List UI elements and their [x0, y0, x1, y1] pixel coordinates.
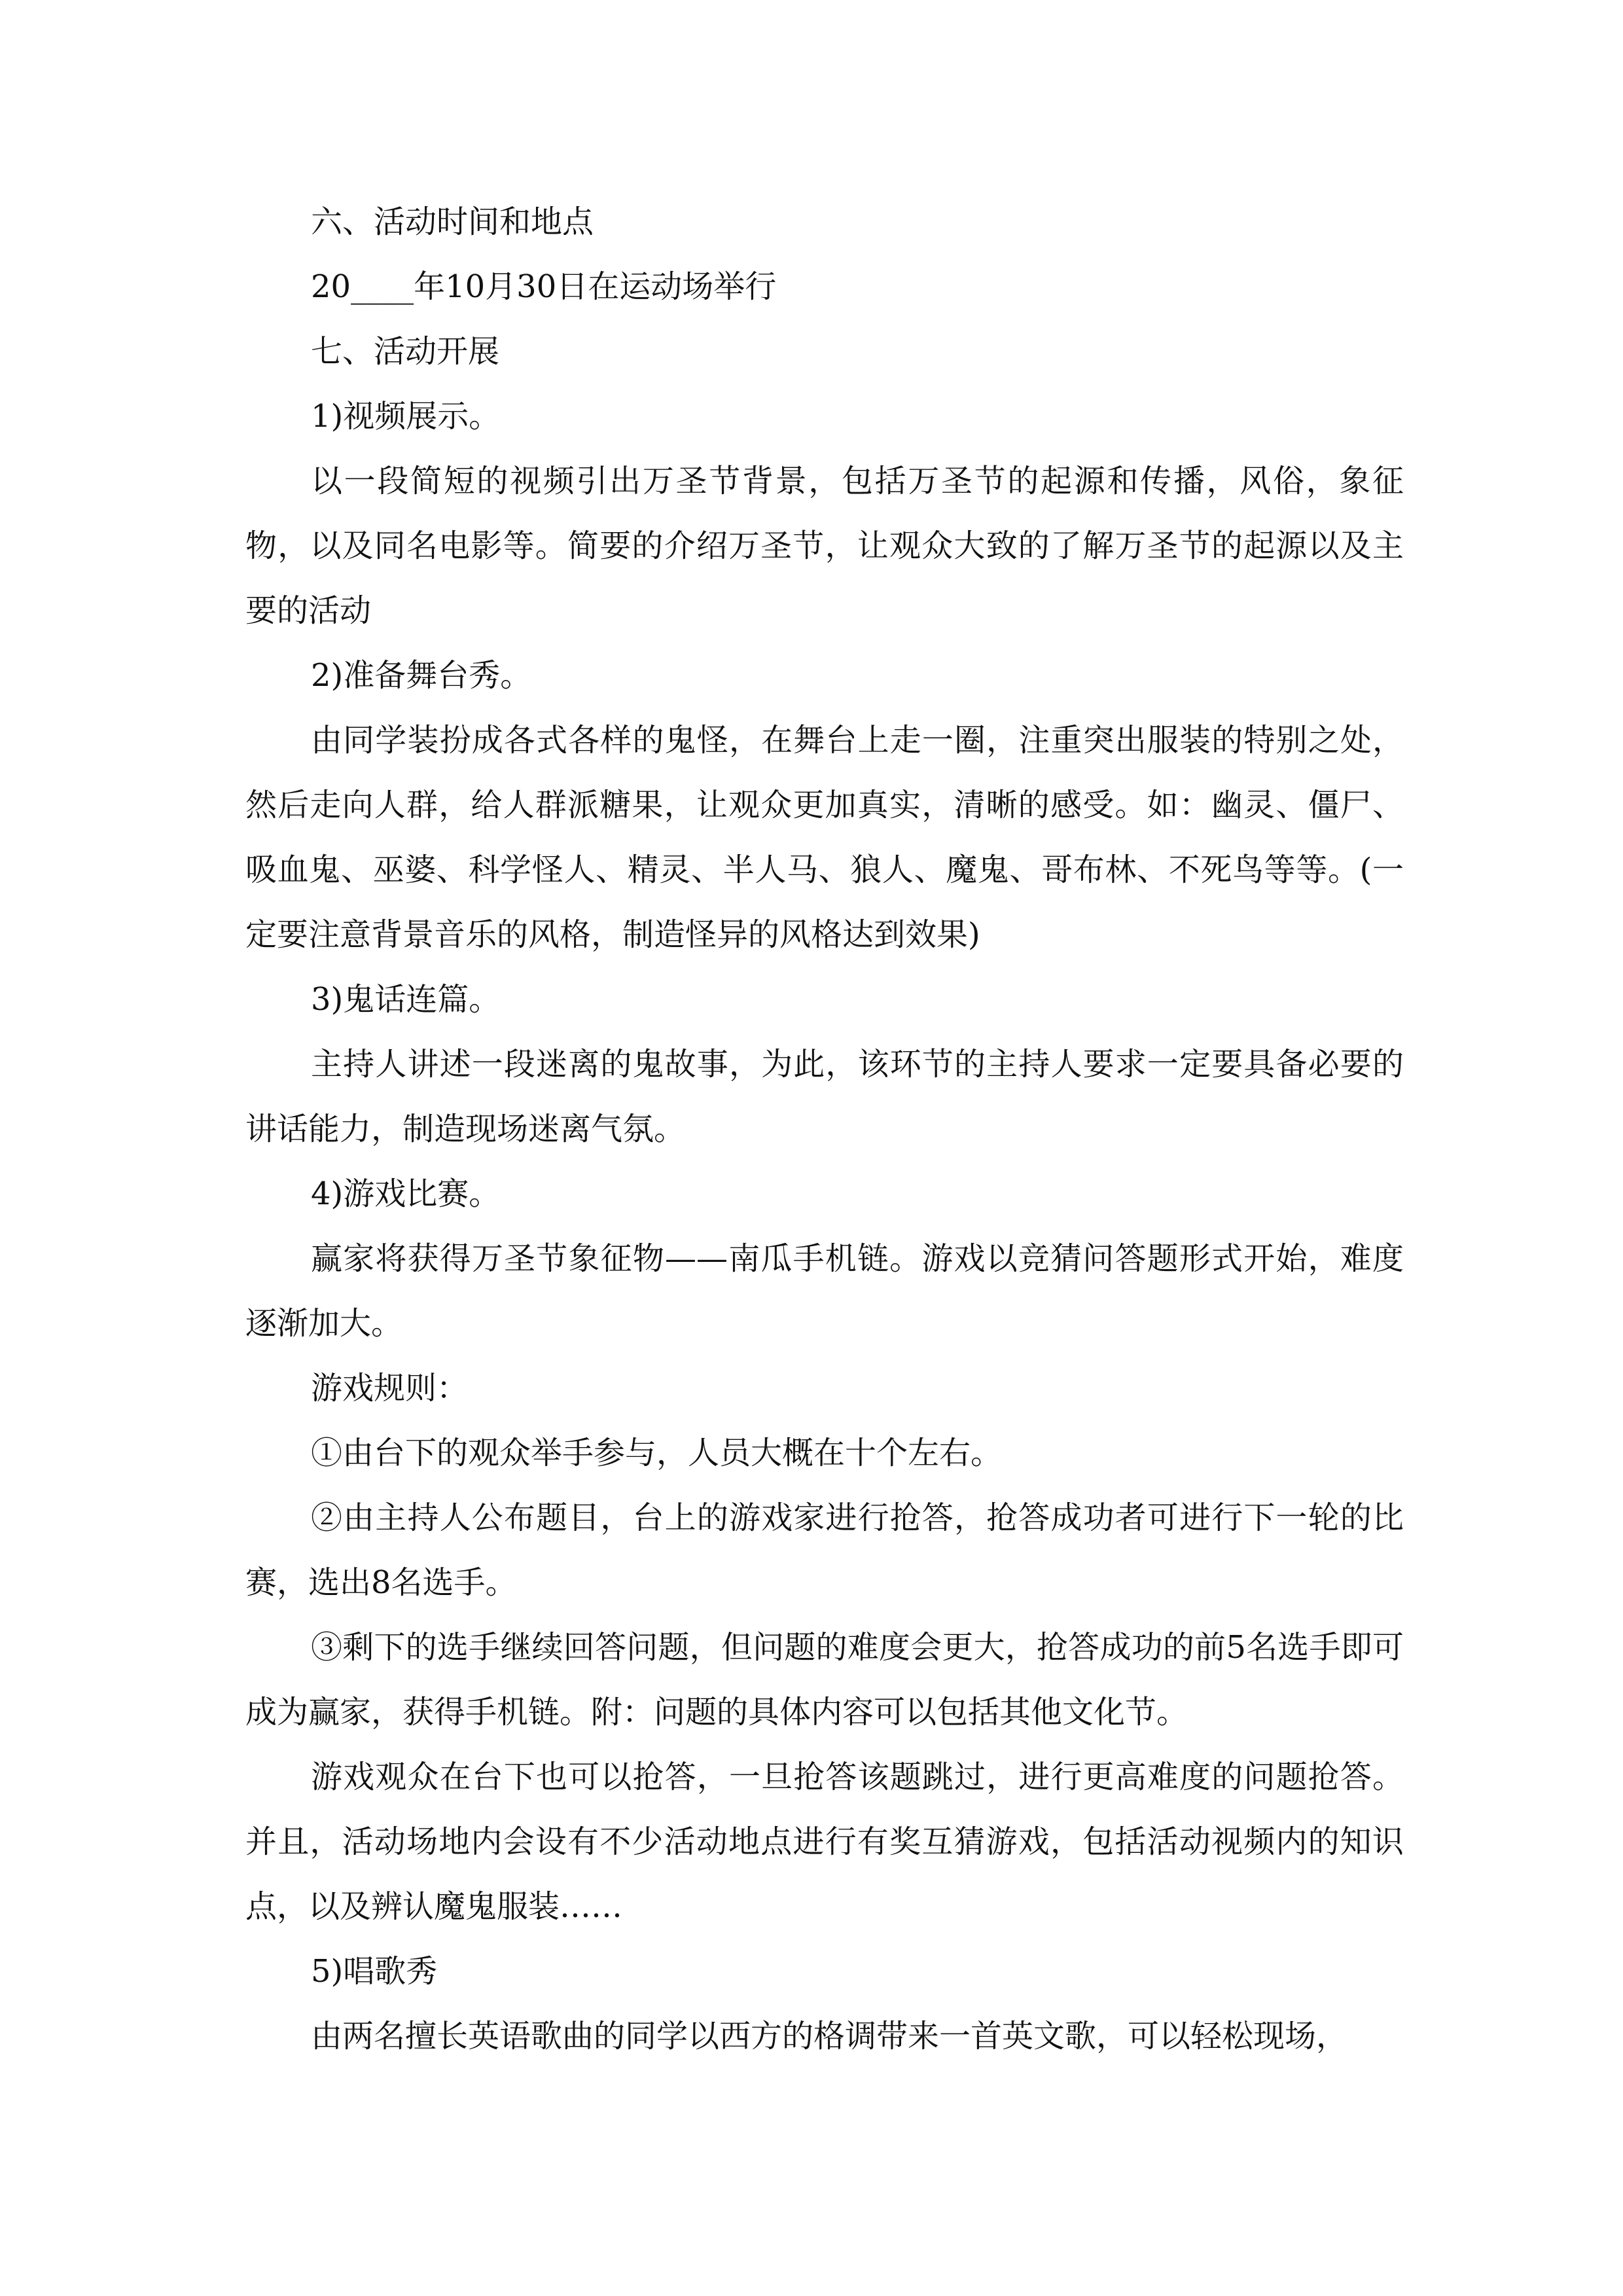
- event-date-line: 20____年10月30日在运动场举行: [311, 268, 777, 305]
- game-rule-3: ③剩下的选手继续回答问题，但问题的难度会更大，抢答成功的前5名选手即可成为赢家，获得手机链。附：问题的具体内容可以包括其他文化节。: [245, 1629, 1404, 1731]
- item-stage-show-heading: 2)准备舞台秀。: [311, 657, 532, 694]
- game-audience-note: 游戏观众在台下也可以抢答，一旦抢答该题跳过，进行更高难度的问题抢答。并且，活动场地内会设有不少活动地点进行有奖互猜游戏，包括活动视频内的知识点，以及辨认魔鬼服装……: [245, 1759, 1404, 1925]
- game-rule-2: ②由主持人公布题目，台上的游戏家进行抢答，抢答成功者可进行下一轮的比赛，选出8名选手。: [245, 1499, 1404, 1601]
- section-heading-activities: 七、活动开展: [311, 333, 500, 370]
- game-rule-1: ①由台下的观众举手参与，人员大概在十个左右。: [311, 1435, 1003, 1471]
- item-game-heading: 4)游戏比赛。: [311, 1175, 501, 1212]
- item-ghost-story-body: 主持人讲述一段迷离的鬼故事，为此，该环节的主持人要求一定要具备必要的讲话能力，制造现场迷离气氛。: [245, 1046, 1404, 1147]
- item-video-heading: 1)视频展示。: [311, 398, 501, 435]
- game-rules-heading: 游戏规则：: [311, 1370, 469, 1407]
- item-stage-show-body: 由同学装扮成各式各样的鬼怪，在舞台上走一圈，注重突出服装的特别之处，然后走向人群，给人群派糖果，让观众更加真实，清晰的感受。如：幽灵、僵尸、吸血鬼、巫婆、科学怪人、精灵、半人马、狼人、魔鬼、哥布林、不死鸟等等。(一定要注意背景音乐的风格，制造怪异的风格达到效果): [245, 722, 1404, 953]
- item-singing-body: 由两名擅长英语歌曲的同学以西方的格调带来一首英文歌，可以轻松现场，: [311, 2018, 1348, 2054]
- item-ghost-story-heading: 3)鬼话连篇。: [311, 981, 501, 1018]
- item-video-body: 以一段简短的视频引出万圣节背景，包括万圣节的起源和传播，风俗，象征物，以及同名电影等。简要的介绍万圣节，让观众大致的了解万圣节的起源以及主要的活动: [245, 463, 1404, 629]
- item-singing-heading: 5)唱歌秀: [311, 1953, 438, 1990]
- item-game-body: 赢家将获得万圣节象征物——南瓜手机链。游戏以竞猜问答题形式开始，难度逐渐加大。: [245, 1240, 1404, 1342]
- document-body: [245, 190, 1404, 2069]
- section-heading-time-location: 六、活动时间和地点: [311, 204, 594, 240]
